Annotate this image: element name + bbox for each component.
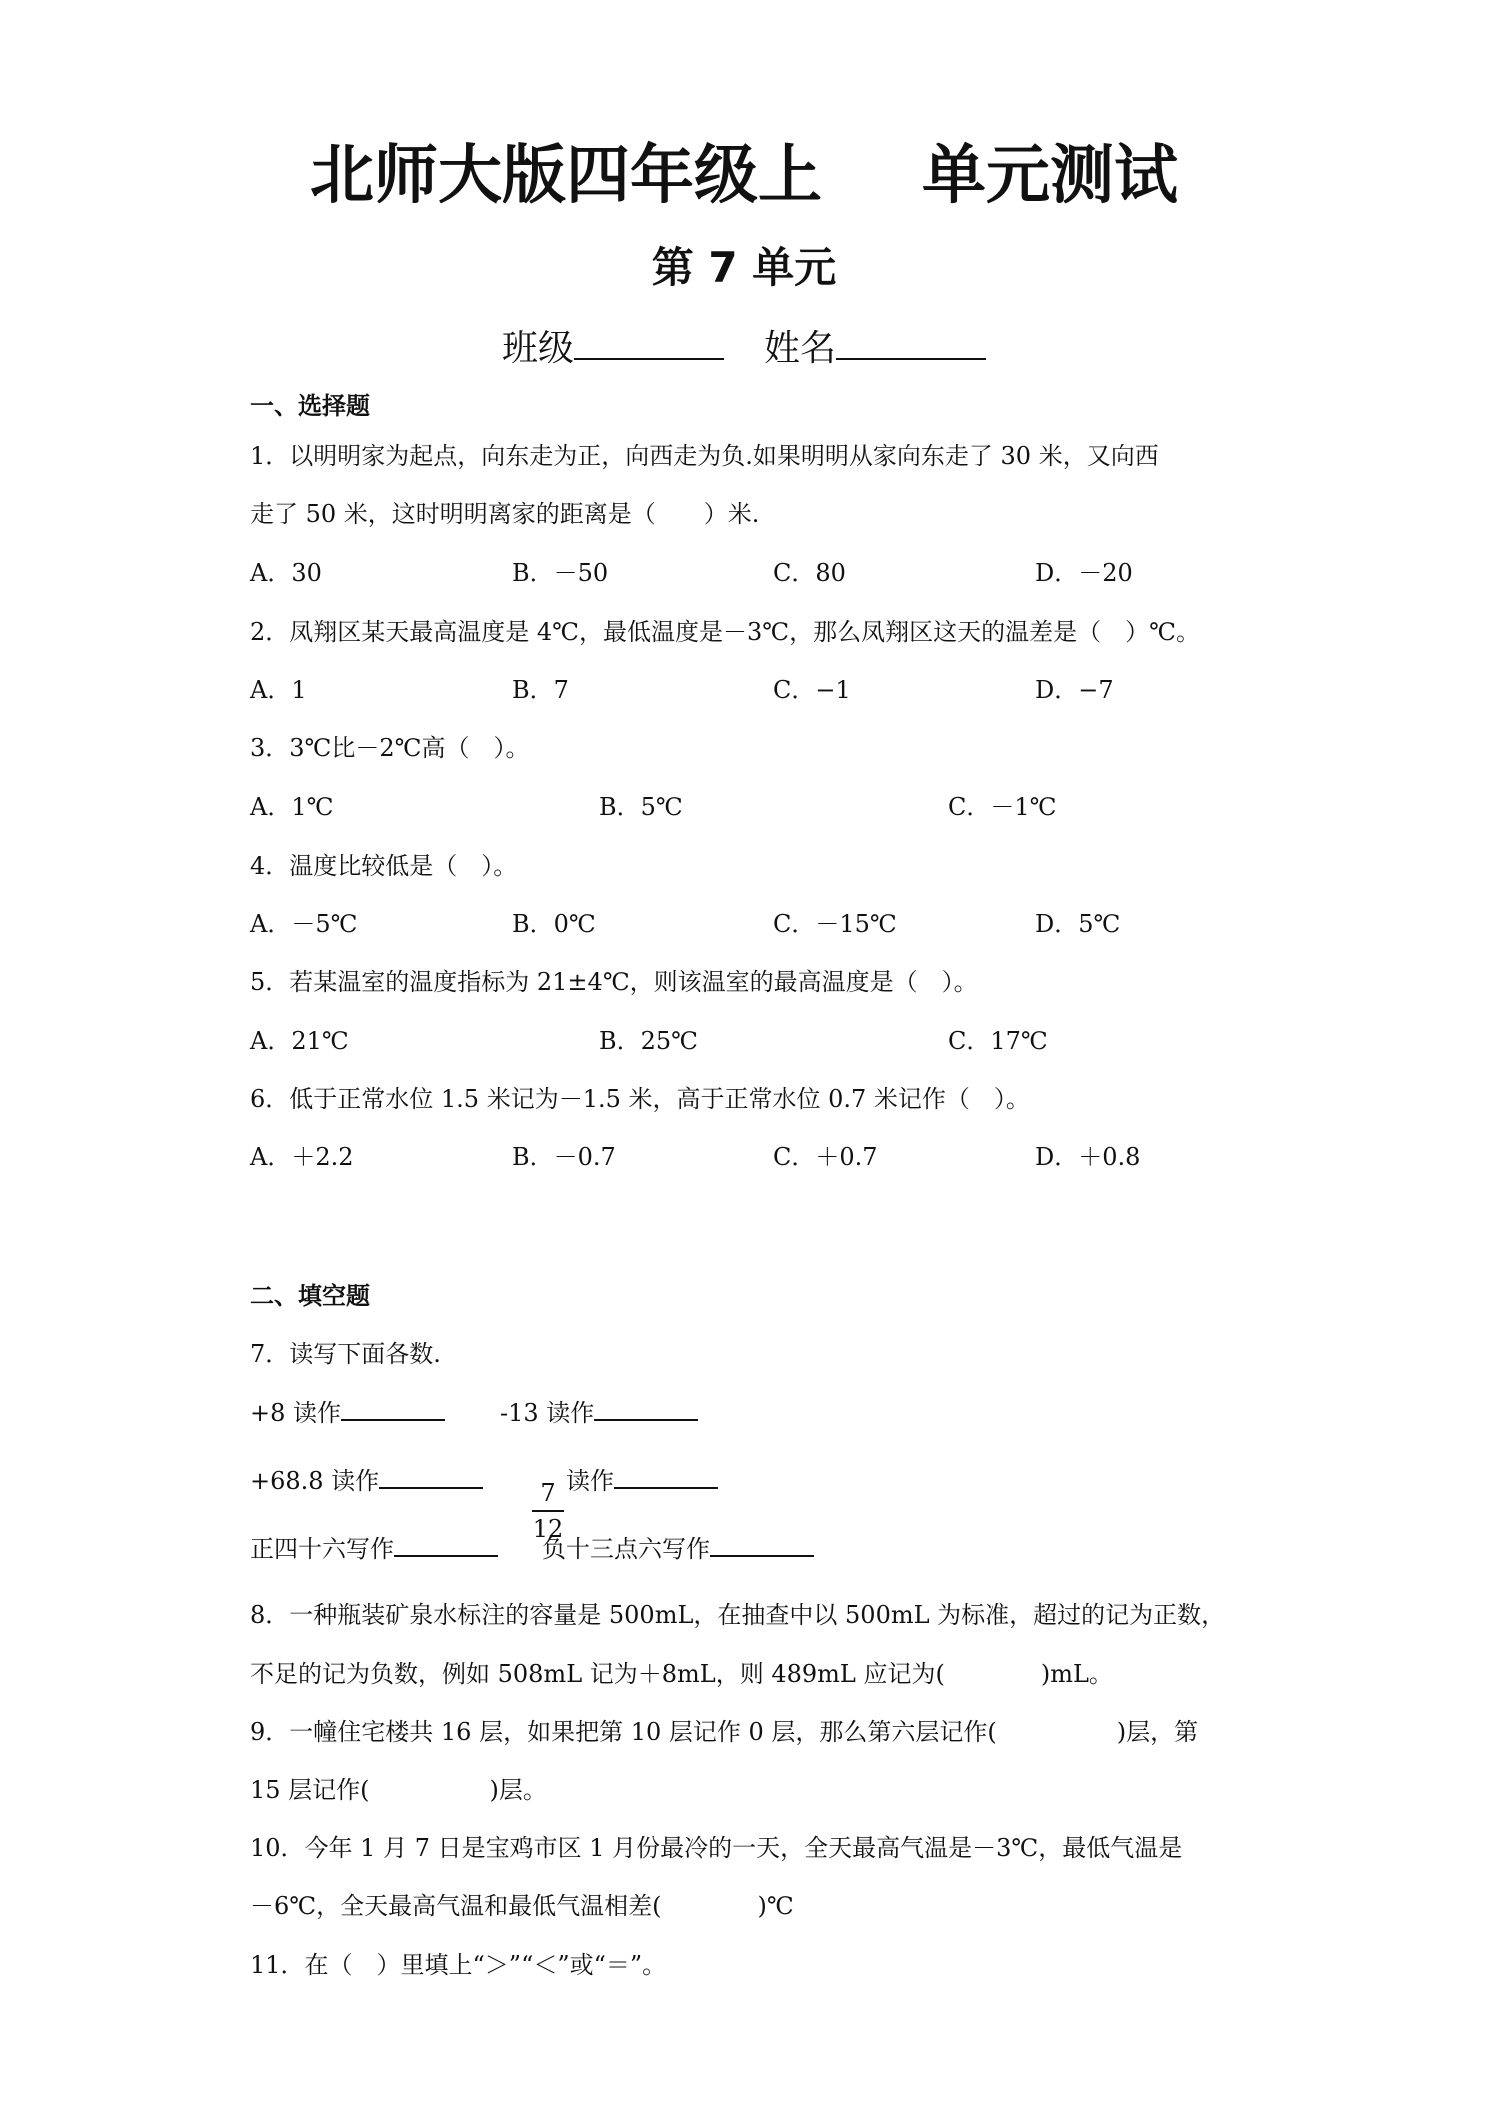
q4-option-d[interactable]: D．5℃ <box>1035 910 1121 938</box>
q4-option-c[interactable]: C．－15℃ <box>773 910 897 938</box>
q7-item-c <box>250 1465 483 1497</box>
question-6: 6．低于正常水位 1.5 米记为－1.5 米，高于正常水位 0.7 米记作（ ）。 <box>250 1085 1030 1113</box>
q7-item-a-label: +8 读作 <box>250 1399 342 1427</box>
fraction-denominator: 12 <box>532 1515 564 1543</box>
page-title <box>0 136 1488 216</box>
question-9-line-2: 15 层记作( )层。 <box>250 1776 547 1804</box>
question-10-line-1: 10．今年 1 月 7 日是宝鸡市区 1 月份最冷的一天，全天最高气温是－3℃，最低气温是 <box>250 1834 1183 1862</box>
question-5: 5．若某温室的温度指标为 21±4℃，则该温室的最高温度是（ ）。 <box>250 968 978 996</box>
q2-option-d[interactable]: D．−7 <box>1035 676 1114 704</box>
q3-option-c[interactable]: C．－1℃ <box>948 793 1057 821</box>
q7-item-f <box>542 1533 814 1565</box>
q2-option-b[interactable]: B．7 <box>512 676 569 704</box>
question-9-line-1: 9．一幢住宅楼共 16 层，如果把第 10 层记作 0 层，那么第六层记作( )层，第 <box>250 1718 1199 1746</box>
q7-item-f-blank[interactable] <box>710 1533 814 1557</box>
question-8-line-1: 8．一种瓶装矿泉水标注的容量是 500mL，在抽查中以 500mL 为标准，超过的记为正数， <box>250 1601 1226 1629</box>
unit-subtitle: 第 7 单元 <box>651 243 837 292</box>
question-8-line-2: 不足的记为负数，例如 508mL 记为＋8mL，则 489mL 应记为( )mL。 <box>250 1660 1113 1688</box>
question-1-line-1: 1．以明明家为起点，向东走为正，向西走为负.如果明明从家向东走了 30 米，又向西 <box>250 442 1159 470</box>
q5-option-b[interactable]: B．25℃ <box>599 1027 699 1055</box>
question-2: 2．凤翔区某天最高温度是 4℃，最低温度是－3℃，那么凤翔区这天的温差是（ ）℃。 <box>250 618 1200 646</box>
q2-option-a[interactable]: A．1 <box>250 676 307 704</box>
question-1-line-2: 走了 50 米，这时明明离家的距离是（ ）米. <box>250 500 760 528</box>
q1-option-b[interactable]: B．－50 <box>512 559 609 587</box>
q7-item-d <box>566 1465 718 1497</box>
question-10-line-2: －6℃，全天最高气温和最低气温相差( )℃ <box>250 1892 794 1920</box>
q4-option-b[interactable]: B．0℃ <box>512 910 596 938</box>
q7-item-d-blank[interactable] <box>614 1465 718 1489</box>
q5-option-c[interactable]: C．17℃ <box>948 1027 1048 1055</box>
question-7: 7．读写下面各数. <box>250 1340 441 1368</box>
name-field[interactable] <box>836 322 986 360</box>
q3-option-a[interactable]: A．1℃ <box>250 793 334 821</box>
q7-item-a <box>250 1397 445 1429</box>
q7-item-b-blank[interactable] <box>594 1397 698 1421</box>
q7-item-e-label: 正四十六写作 <box>250 1535 394 1563</box>
q7-item-c-blank[interactable] <box>379 1465 483 1489</box>
class-field[interactable] <box>574 322 724 360</box>
q7-item-e <box>250 1533 498 1565</box>
title-right: 单元测试 <box>922 139 1178 213</box>
name-label: 姓名 <box>764 328 837 369</box>
class-label: 班级 <box>501 328 574 369</box>
q6-option-b[interactable]: B．－0.7 <box>512 1143 616 1171</box>
student-info-row <box>0 322 1488 373</box>
question-3: 3．3℃比－2℃高（ ）。 <box>250 734 530 762</box>
q6-option-d[interactable]: D．＋0.8 <box>1035 1143 1141 1171</box>
q7-item-e-blank[interactable] <box>394 1533 498 1557</box>
q1-option-d[interactable]: D．－20 <box>1035 559 1133 587</box>
q7-item-b <box>500 1397 698 1429</box>
fraction-bar <box>532 1510 564 1512</box>
q7-item-d-label: 读作 <box>566 1467 614 1495</box>
q7-item-a-blank[interactable] <box>341 1397 445 1421</box>
q2-option-c[interactable]: C．−1 <box>773 676 851 704</box>
q6-option-c[interactable]: C．＋0.7 <box>773 1143 878 1171</box>
q3-option-b[interactable]: B．5℃ <box>599 793 683 821</box>
question-11: 11．在（ ）里填上“＞”“＜”或“＝”。 <box>250 1951 667 1979</box>
question-4: 4．温度比较低是（ ）。 <box>250 852 518 880</box>
q7-item-c-label: +68.8 读作 <box>250 1467 380 1495</box>
q7-item-f-label: 负十三点六写作 <box>542 1535 710 1563</box>
q5-option-a[interactable]: A．21℃ <box>250 1027 349 1055</box>
fraction-numerator: 7 <box>540 1479 556 1507</box>
section-heading-choice: 一、选择题 <box>250 392 370 420</box>
title-left: 北师大版四年级上 <box>310 139 822 213</box>
q7-item-b-label: -13 读作 <box>500 1399 595 1427</box>
q6-option-a[interactable]: A．＋2.2 <box>250 1143 354 1171</box>
q1-option-a[interactable]: A．30 <box>250 559 322 587</box>
section-heading-fill: 二、填空题 <box>250 1282 370 1310</box>
q1-option-c[interactable]: C．80 <box>773 559 846 587</box>
q4-option-a[interactable]: A．－5℃ <box>250 910 358 938</box>
